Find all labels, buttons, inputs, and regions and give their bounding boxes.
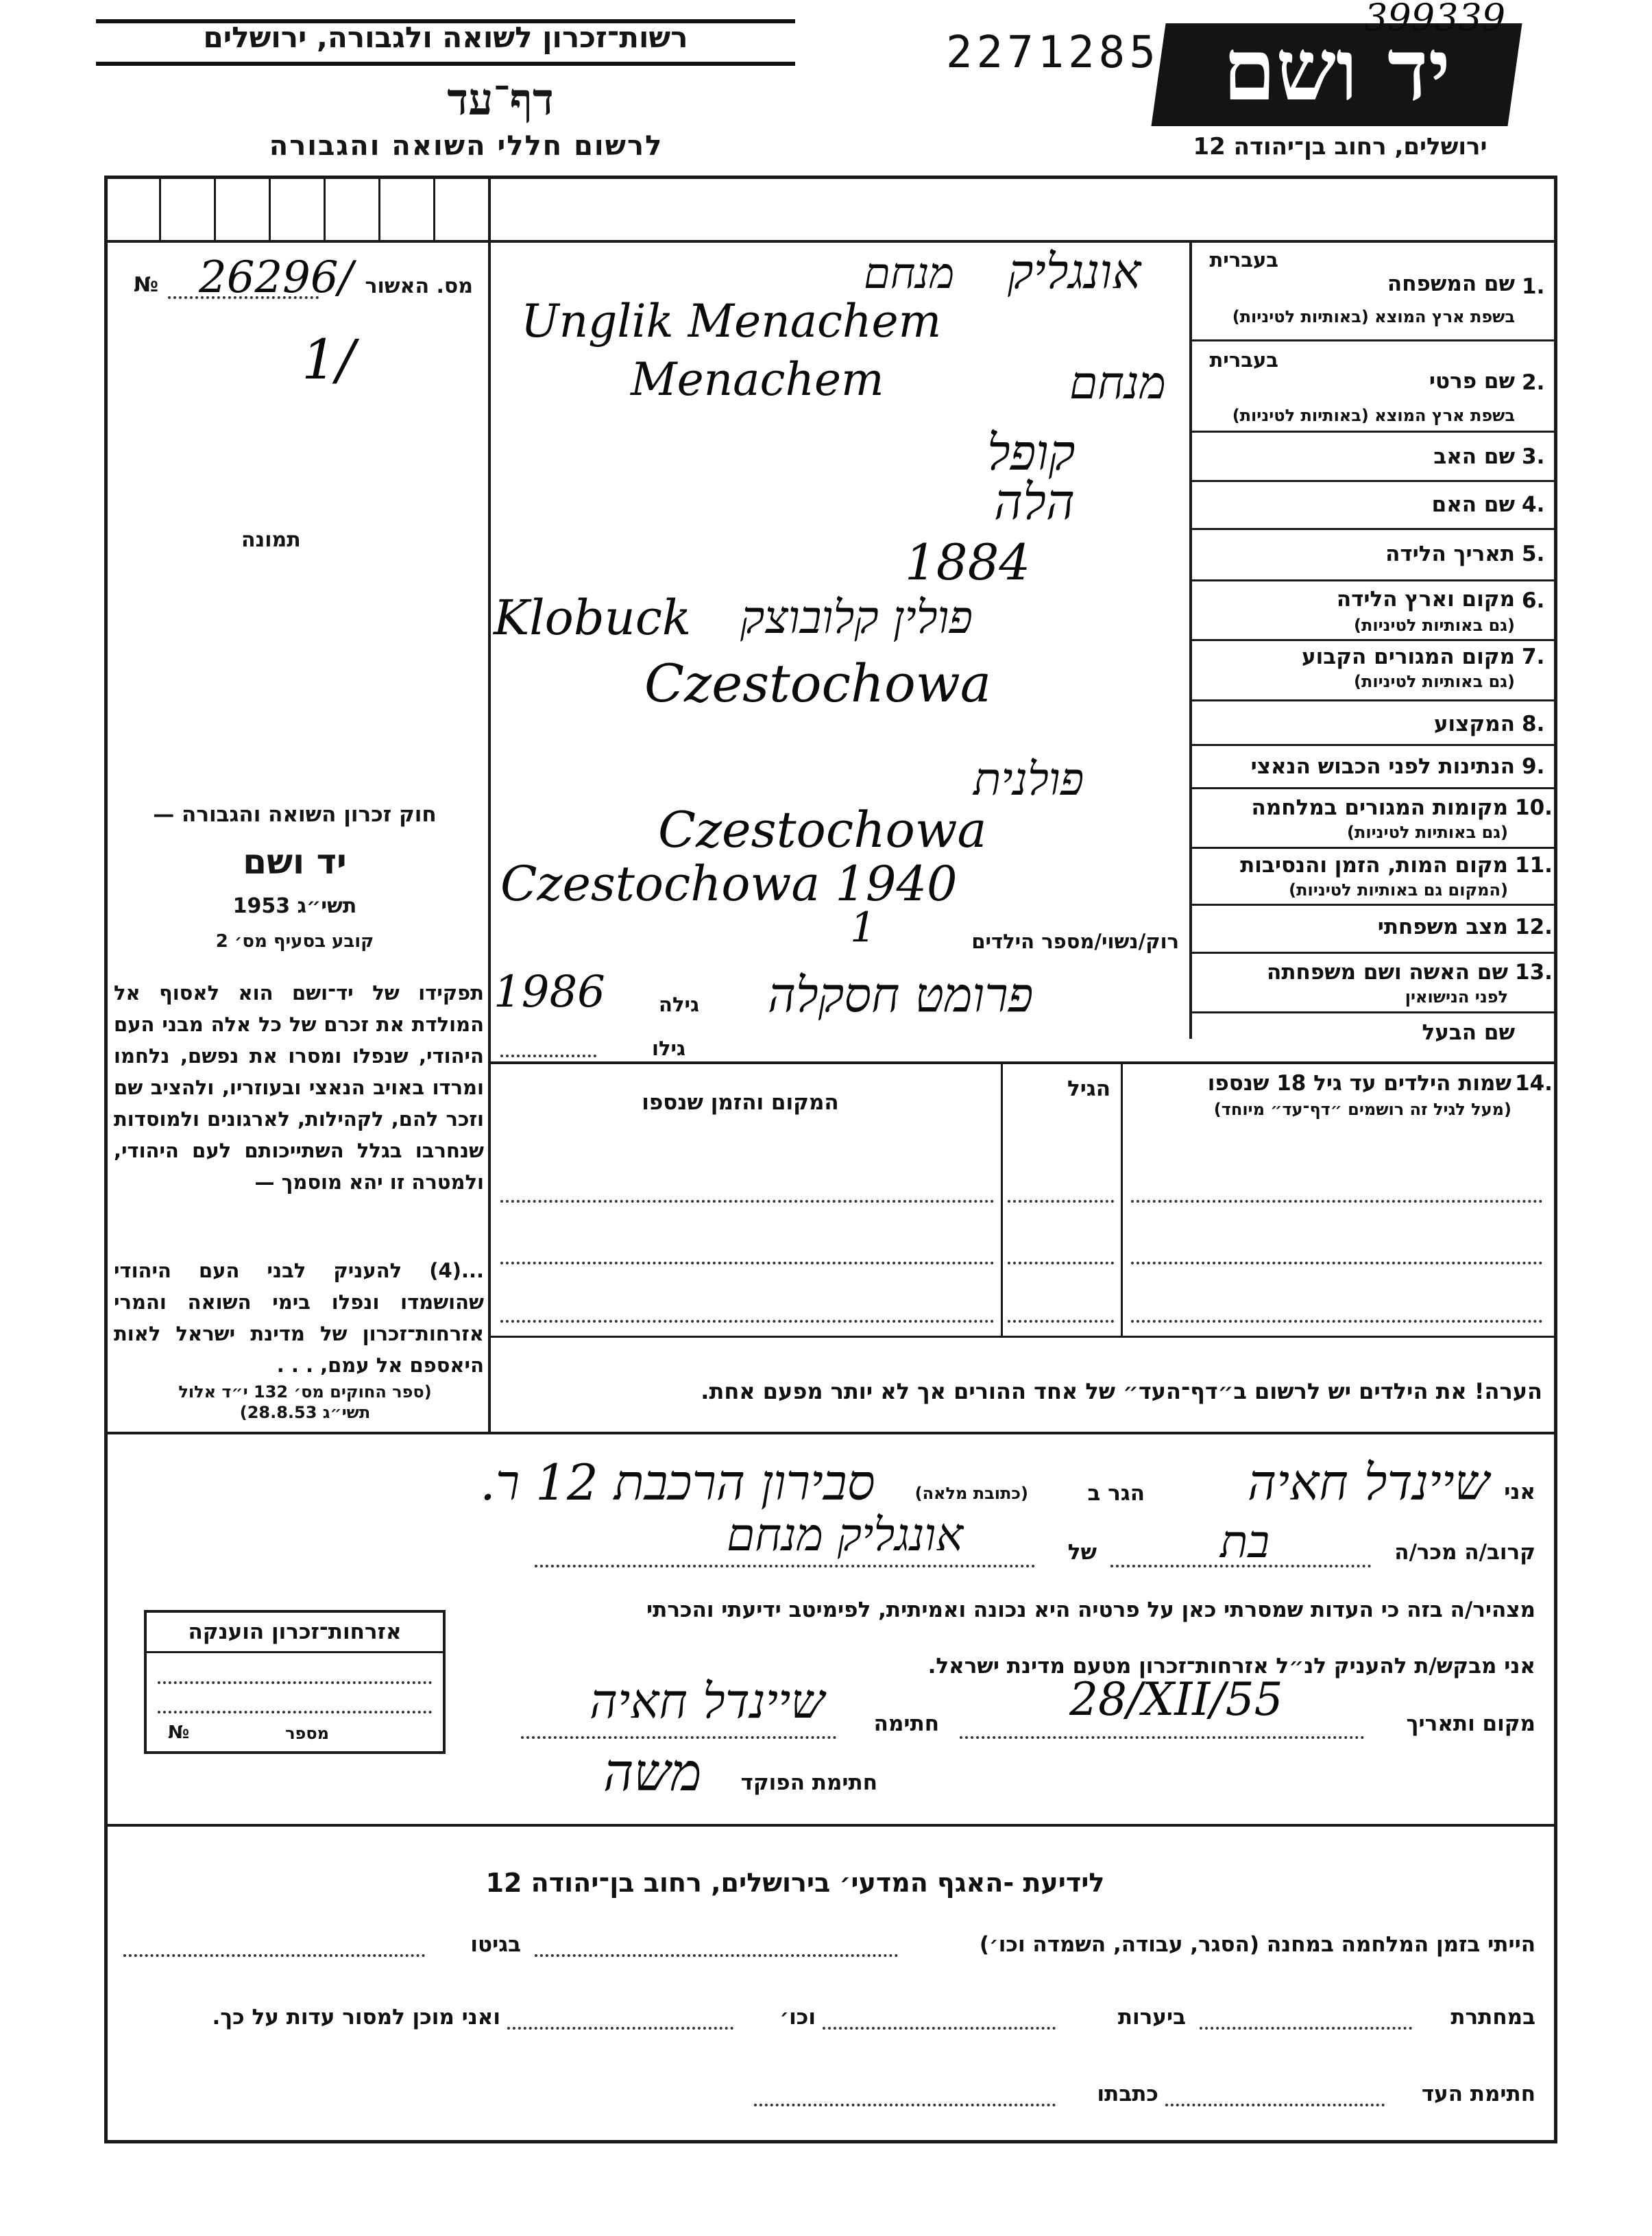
law-heading: חוק זכרון השואה והגבורה —	[153, 802, 437, 827]
approval-label: מס. האשור	[365, 274, 473, 298]
table-rule	[488, 1336, 1557, 1338]
approval-sub: 1/	[302, 328, 355, 392]
place-date-label: מקום ותאריך	[1406, 1711, 1535, 1736]
row-rule	[1192, 904, 1557, 906]
box-line	[158, 1711, 432, 1714]
table-col	[1001, 1061, 1003, 1336]
children-note: הערה! את הילדים יש לרשום ב״דף־העד״ של אחד ההורים אך לא יותר מפעם אחת.	[701, 1378, 1542, 1404]
signature-label: חתימה	[873, 1711, 939, 1736]
footer-line1: הייתי בזמן המלחמה במחנה (הסגר, עבודה, השמדה וכו׳)	[979, 1932, 1535, 1957]
field-2-sub: בשפת ארץ המוצא (באותיות לטיניות)	[1232, 406, 1515, 425]
footer-rule	[104, 1824, 1557, 1827]
field-7-label: מקום המגורים הקבוע	[1302, 645, 1515, 669]
children-heading-sub: (מעל לגיל זה רושמים ״דף־עד״ מיוחד)	[1213, 1100, 1511, 1119]
children-number: 14.	[1515, 1071, 1553, 1096]
child-row-line	[1008, 1262, 1114, 1264]
law-year: תשי״ג 1953	[232, 894, 357, 918]
row-rule	[1192, 639, 1557, 641]
photo-label: תמונה	[241, 528, 301, 552]
child-row-line	[500, 1320, 994, 1323]
field-13-number: 13.	[1515, 960, 1553, 985]
law-text-2: ...(4) להעניק לבני העם היהודי שהושמדו ונפלו בימי השואה והמרי אזרחות־זכרון של מדינת ישראל לאות היאספם אל עמם, . . .	[114, 1259, 484, 1377]
field-12-label: מצב משפחתי	[1377, 915, 1508, 939]
field-13-label: שם האשה ושם משפחתה	[1267, 960, 1508, 985]
field-6-label: מקום וארץ הלידה	[1336, 587, 1515, 612]
form-subtitle: לרשום חללי השואה והגבורה	[269, 130, 664, 162]
table-rule	[104, 1432, 488, 1434]
footer-line1-dots	[535, 1954, 898, 1957]
box-line	[158, 1681, 432, 1684]
footer-line2-dots-3	[507, 2027, 733, 2030]
row-rule	[1192, 952, 1557, 954]
field-5-number: 5.	[1522, 542, 1545, 566]
footer-witness-signature: חתימת העד	[1421, 2082, 1535, 2106]
field-2-hebrew-tag: בעברית	[1209, 348, 1278, 372]
field-9-number: 9.	[1522, 754, 1545, 779]
table-rule	[488, 1432, 1557, 1434]
footer-line2-dots-2	[823, 2027, 1056, 2030]
field-7-sub: (גם באותיות לטיניות)	[1354, 672, 1515, 691]
approval-number: 26296/	[199, 252, 354, 303]
form-title: דף־עד	[447, 74, 554, 125]
box-rule	[144, 1651, 446, 1653]
logo-text: יד ושם	[1222, 21, 1451, 120]
relation-label: קרוב/ה מכר/ה	[1394, 1540, 1535, 1565]
table-rule	[488, 1061, 1557, 1064]
row-rule	[1192, 528, 1557, 530]
field-13-sub: לפני הנישואין	[1405, 987, 1508, 1007]
field-11-number: 11.	[1515, 853, 1553, 878]
wartime-residence: Czestochowa	[658, 801, 987, 858]
declarant-address: סבירון הרכבת 12 ר.	[480, 1454, 875, 1511]
of-value: אונגליק מנחם	[727, 1508, 964, 1561]
field-9-label: הנתינות לפני הכבוש הנאצי	[1250, 754, 1515, 779]
approval-prefix: №	[134, 273, 159, 297]
residing-label: הגר ב	[1087, 1481, 1145, 1506]
declarant-label: אני	[1504, 1480, 1535, 1504]
place-column-header: המקום והזמן שנספו	[642, 1090, 839, 1115]
field-4-label: שם האם	[1431, 492, 1515, 517]
declarant-name: שיינדל חאיה	[1248, 1454, 1490, 1511]
grid-cell	[433, 177, 435, 240]
field-1-sub: בשפת ארץ המוצא (באותיות לטיניות)	[1232, 307, 1515, 326]
birthplace-hebrew: פולין קלובוצק	[740, 591, 973, 644]
law-clause: קובע בסעיף מס׳ 2	[215, 931, 374, 952]
signature-line	[521, 1736, 836, 1739]
field-2-label: שם פרטי	[1429, 369, 1515, 394]
box-number-label: מספר	[285, 1724, 329, 1743]
officer-signature: משה	[603, 1742, 702, 1803]
row-rule	[1192, 744, 1557, 746]
field-10-sub: (גם באותיות לטיניות)	[1347, 823, 1508, 842]
field-1-number: 1.	[1522, 274, 1545, 299]
child-row-line	[500, 1262, 994, 1264]
field-12-number: 12.	[1515, 915, 1553, 939]
child-row-line	[1131, 1262, 1542, 1264]
field-7-number: 7.	[1522, 645, 1545, 669]
husband-label: שם הבעל	[1422, 1020, 1515, 1045]
given-name-latin: Menachem	[631, 353, 884, 406]
age-column-header: הגיל	[1067, 1077, 1110, 1101]
field-8-number: 8.	[1522, 712, 1545, 736]
serial-number: 2271285	[946, 27, 1160, 78]
husband-age-label: גילו	[652, 1037, 685, 1060]
box-number-prefix: №	[168, 1722, 190, 1743]
grid-cell	[378, 177, 380, 240]
of-line	[535, 1565, 1035, 1567]
field-4-number: 4.	[1522, 492, 1545, 517]
birth-year: 1884	[905, 533, 1031, 591]
handwritten-corner-number: 399339	[1364, 0, 1506, 39]
mother-name: הלה	[994, 473, 1076, 531]
child-row-line	[1008, 1200, 1114, 1203]
law-reference: (ספר החוקים מס׳ 132 י״ד אלול תשי״ג 28.8.53)	[178, 1382, 432, 1422]
row-rule	[1192, 480, 1557, 482]
table-col	[1121, 1061, 1123, 1336]
given-hebrew-1: מנחם	[864, 248, 955, 298]
field-10-label: מקומות המגורים במלחמה	[1251, 795, 1508, 820]
field-11-label: מקום המות, הזמן והנסיבות	[1240, 853, 1508, 878]
child-row-line	[1131, 1200, 1542, 1203]
address: ירושלים, רחוב בן־יהודה 12	[1193, 133, 1487, 160]
child-row-line	[1008, 1320, 1114, 1323]
place-date-value: 28/XII/55	[1069, 1673, 1283, 1726]
grid-cell	[159, 177, 161, 240]
field-1-label: שם המשפחה	[1387, 272, 1515, 296]
field-10-number: 10.	[1515, 795, 1553, 820]
residence: Czestochowa	[644, 653, 992, 714]
row-rule	[1192, 579, 1557, 581]
grid-cell	[269, 177, 271, 240]
row-rule	[1192, 1011, 1557, 1013]
birthplace-latin: Klobuck	[494, 590, 692, 646]
field-5-label: תאריך הלידה	[1385, 542, 1515, 566]
footer-heading: לידיעת -האגף המדעי׳ בירושלים, רחוב בן־יהודה 12	[485, 1868, 1105, 1898]
citizenship: פולנית	[973, 753, 1084, 806]
column-divider	[488, 177, 491, 1432]
given-name-hebrew: מנחם	[1069, 357, 1166, 409]
declaration-request: אני מבקש/ת להעניק לנ״ל אזרחות־זכרון מטעם מדינת ישראל.	[927, 1654, 1535, 1679]
children-count: 1	[850, 904, 877, 952]
grid-cell	[214, 177, 216, 240]
grid-rule	[104, 240, 1557, 243]
row-rule	[1192, 339, 1557, 341]
death-place: Czestochowa 1940	[500, 856, 958, 912]
residing-hint: (כתובת מלאה)	[914, 1484, 1028, 1503]
footer-etc: וכו׳	[779, 2005, 816, 2030]
field-11-sub: (המקום גם באותיות לטיניות)	[1289, 880, 1508, 900]
law-text-1: תפקידו של יד־ושם הוא לאסוף אל המולדת את זכרם של כל אלה מבני העם היהודי, שנפלו ומסרו את נפשם, נלחמו ומרדו באויב הנאצי ובעוזריו, ולהציב שם וזכר להם, לקהילות, לארגונים ולמוסדות שנחרבו בגלל השתייכותם לעם היהודי, ולמטרה זו יהא מוסמך —	[114, 981, 484, 1194]
citizenship-box-title: אזרחות־זכרון הוענקה	[188, 1620, 402, 1644]
field-2-number: 2.	[1522, 370, 1545, 395]
field-13-age-label: גילה	[659, 993, 699, 1016]
footer-line3-dots	[1165, 2104, 1385, 2106]
place-date-line	[960, 1736, 1364, 1739]
field-1-hebrew-tag: בעברית	[1209, 248, 1278, 272]
child-row-line	[500, 1200, 994, 1203]
wife-name: פרומט חסקלה	[768, 967, 1034, 1023]
row-rule	[1192, 699, 1557, 701]
of-label: של	[1067, 1540, 1097, 1565]
field-3-number: 3.	[1522, 444, 1545, 469]
field-8-label: המקצוע	[1433, 712, 1515, 736]
relation-value: בת	[1220, 1515, 1270, 1568]
field-6-sub: (גם באותיות לטיניות)	[1354, 616, 1515, 635]
row-rule	[1192, 431, 1557, 433]
children-heading: שמות הילדים עד גיל 18 שנספו	[1207, 1071, 1511, 1096]
institution-name: רשות־זכרון לשואה ולגבורה, ירושלים	[203, 21, 688, 54]
surname-latin: Unglik Menachem	[521, 295, 942, 348]
law-name: יד ושם	[243, 842, 347, 882]
officer-label: חתימת הפוקד	[740, 1770, 877, 1795]
declaration-statement: מצהיר/ה בזה כי העדות שמסרתי כאן על פרטיה היא נכונה ואמיתית, לפימיטב ידיעתי והכרתי	[646, 1598, 1535, 1622]
footer-willing: ואני מוכן למסור עדות על כך.	[212, 2005, 500, 2030]
surname-hebrew: אונגליק	[1008, 243, 1141, 300]
field-6-number: 6.	[1522, 588, 1545, 613]
footer-line1-dots-2	[123, 1954, 425, 1957]
field-12-options: רוק/נשוי/מספר הילדים	[971, 930, 1179, 953]
footer-line2-dots	[1200, 2027, 1412, 2030]
wife-age-year: 1986	[494, 967, 605, 1018]
child-row-line	[1131, 1320, 1542, 1323]
signature-value: שיינדל חאיה	[590, 1673, 825, 1729]
row-rule	[1192, 787, 1557, 789]
father-name: קופל	[987, 424, 1076, 481]
footer-address: כתבתו	[1097, 2082, 1158, 2106]
grid-cell	[324, 177, 326, 240]
row-rule	[1192, 847, 1557, 849]
field-3-label: שם האב	[1433, 444, 1515, 469]
footer-line3-dots-2	[754, 2104, 1056, 2106]
footer-line1-end: בגיטו	[470, 1932, 521, 1957]
husband-age-line	[500, 1055, 596, 1057]
footer-forests: ביערות	[1117, 2005, 1186, 2030]
footer-underground: במחתרת	[1450, 2005, 1535, 2030]
